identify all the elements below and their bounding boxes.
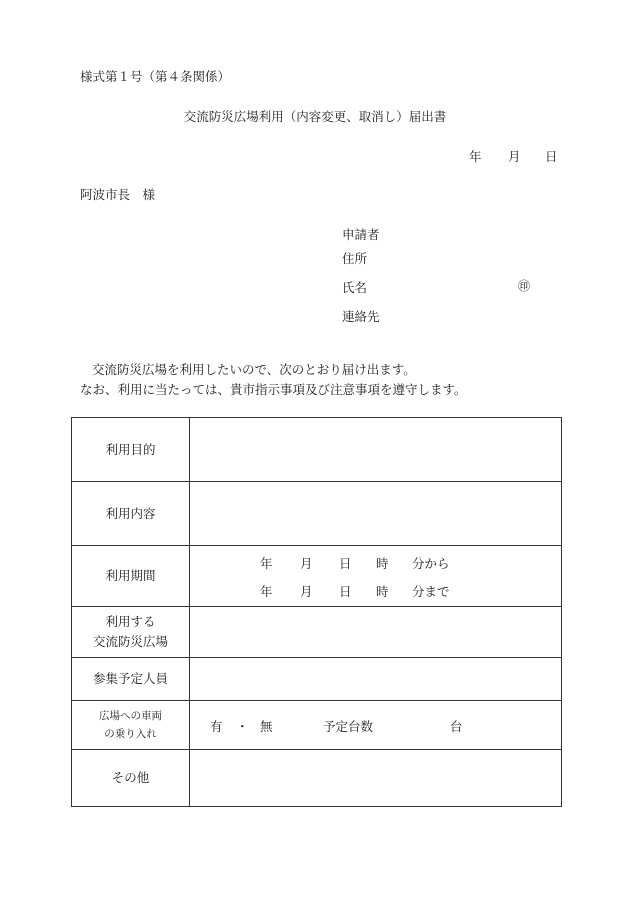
applicant-contact-label: 連絡先 — [342, 309, 380, 324]
other-field[interactable] — [190, 750, 562, 807]
end-month: 月 — [300, 584, 313, 599]
end-year: 年 — [260, 584, 273, 599]
applicant-address-label: 住所 — [342, 251, 368, 266]
people-field[interactable] — [190, 658, 562, 701]
date-day: 日 — [545, 149, 558, 164]
vehicle-yes-option[interactable]: 有 — [210, 719, 223, 734]
start-hour: 時 — [376, 556, 389, 571]
purpose-field[interactable] — [190, 418, 562, 482]
vehicle-count-label: 予定台数 — [323, 719, 374, 734]
applicant-heading: 申請者 — [342, 227, 380, 242]
plaza-label — [72, 607, 190, 658]
row-vehicle — [72, 701, 562, 750]
row-plaza — [72, 607, 562, 658]
vehicle-no-option[interactable]: 無 — [260, 719, 273, 734]
seal-mark: ㊞ — [518, 279, 531, 293]
body-text-line-1: 交流防災広場を利用したいので、次のとおり届け出ます。 — [92, 362, 416, 377]
row-other — [72, 750, 562, 807]
date-month: 月 — [508, 149, 521, 164]
vehicle-label-line-1: 広場への車両 — [99, 710, 162, 722]
plaza-label-line-2: 交流防災広場 — [92, 634, 168, 649]
application-table — [71, 417, 562, 807]
row-people — [72, 658, 562, 701]
body-text-line-2: なお、利用に当たっては、貴市指示事項及び注意事項を遵守します。 — [80, 382, 467, 397]
start-minute: 分から — [412, 556, 450, 571]
vehicle-label-line-2: の乗り入れ — [104, 728, 157, 740]
end-minute: 分まで — [412, 584, 450, 599]
plaza-label-line-1: 利用する — [105, 614, 156, 629]
start-year: 年 — [260, 556, 273, 571]
plaza-field[interactable] — [190, 607, 562, 658]
addressee: 阿波市長 様 — [80, 187, 156, 202]
vehicle-count-unit: 台 — [450, 719, 463, 734]
end-day: 日 — [339, 584, 352, 599]
period-label: 利用期間 — [72, 546, 190, 607]
people-label: 参集予定人員 — [72, 658, 190, 701]
vehicle-option-separator: ・ — [236, 719, 249, 734]
form-number: 様式第１号（第４条関係） — [80, 69, 231, 84]
document-title: 交流防災広場利用（内容変更、取消し）届出書 — [183, 109, 447, 124]
period-field[interactable] — [190, 546, 562, 607]
row-purpose — [72, 418, 562, 482]
other-label: その他 — [72, 750, 190, 807]
start-day: 日 — [339, 556, 352, 571]
vehicle-label — [72, 701, 190, 750]
end-hour: 時 — [376, 584, 389, 599]
date-year: 年 — [469, 149, 482, 164]
row-content — [72, 482, 562, 546]
applicant-name-label: 氏名 — [342, 280, 368, 295]
start-month: 月 — [300, 556, 313, 571]
row-period — [72, 546, 562, 607]
content-field[interactable] — [190, 482, 562, 546]
content-label: 利用内容 — [72, 482, 190, 546]
vehicle-field[interactable] — [190, 701, 562, 750]
purpose-label: 利用目的 — [72, 418, 190, 482]
